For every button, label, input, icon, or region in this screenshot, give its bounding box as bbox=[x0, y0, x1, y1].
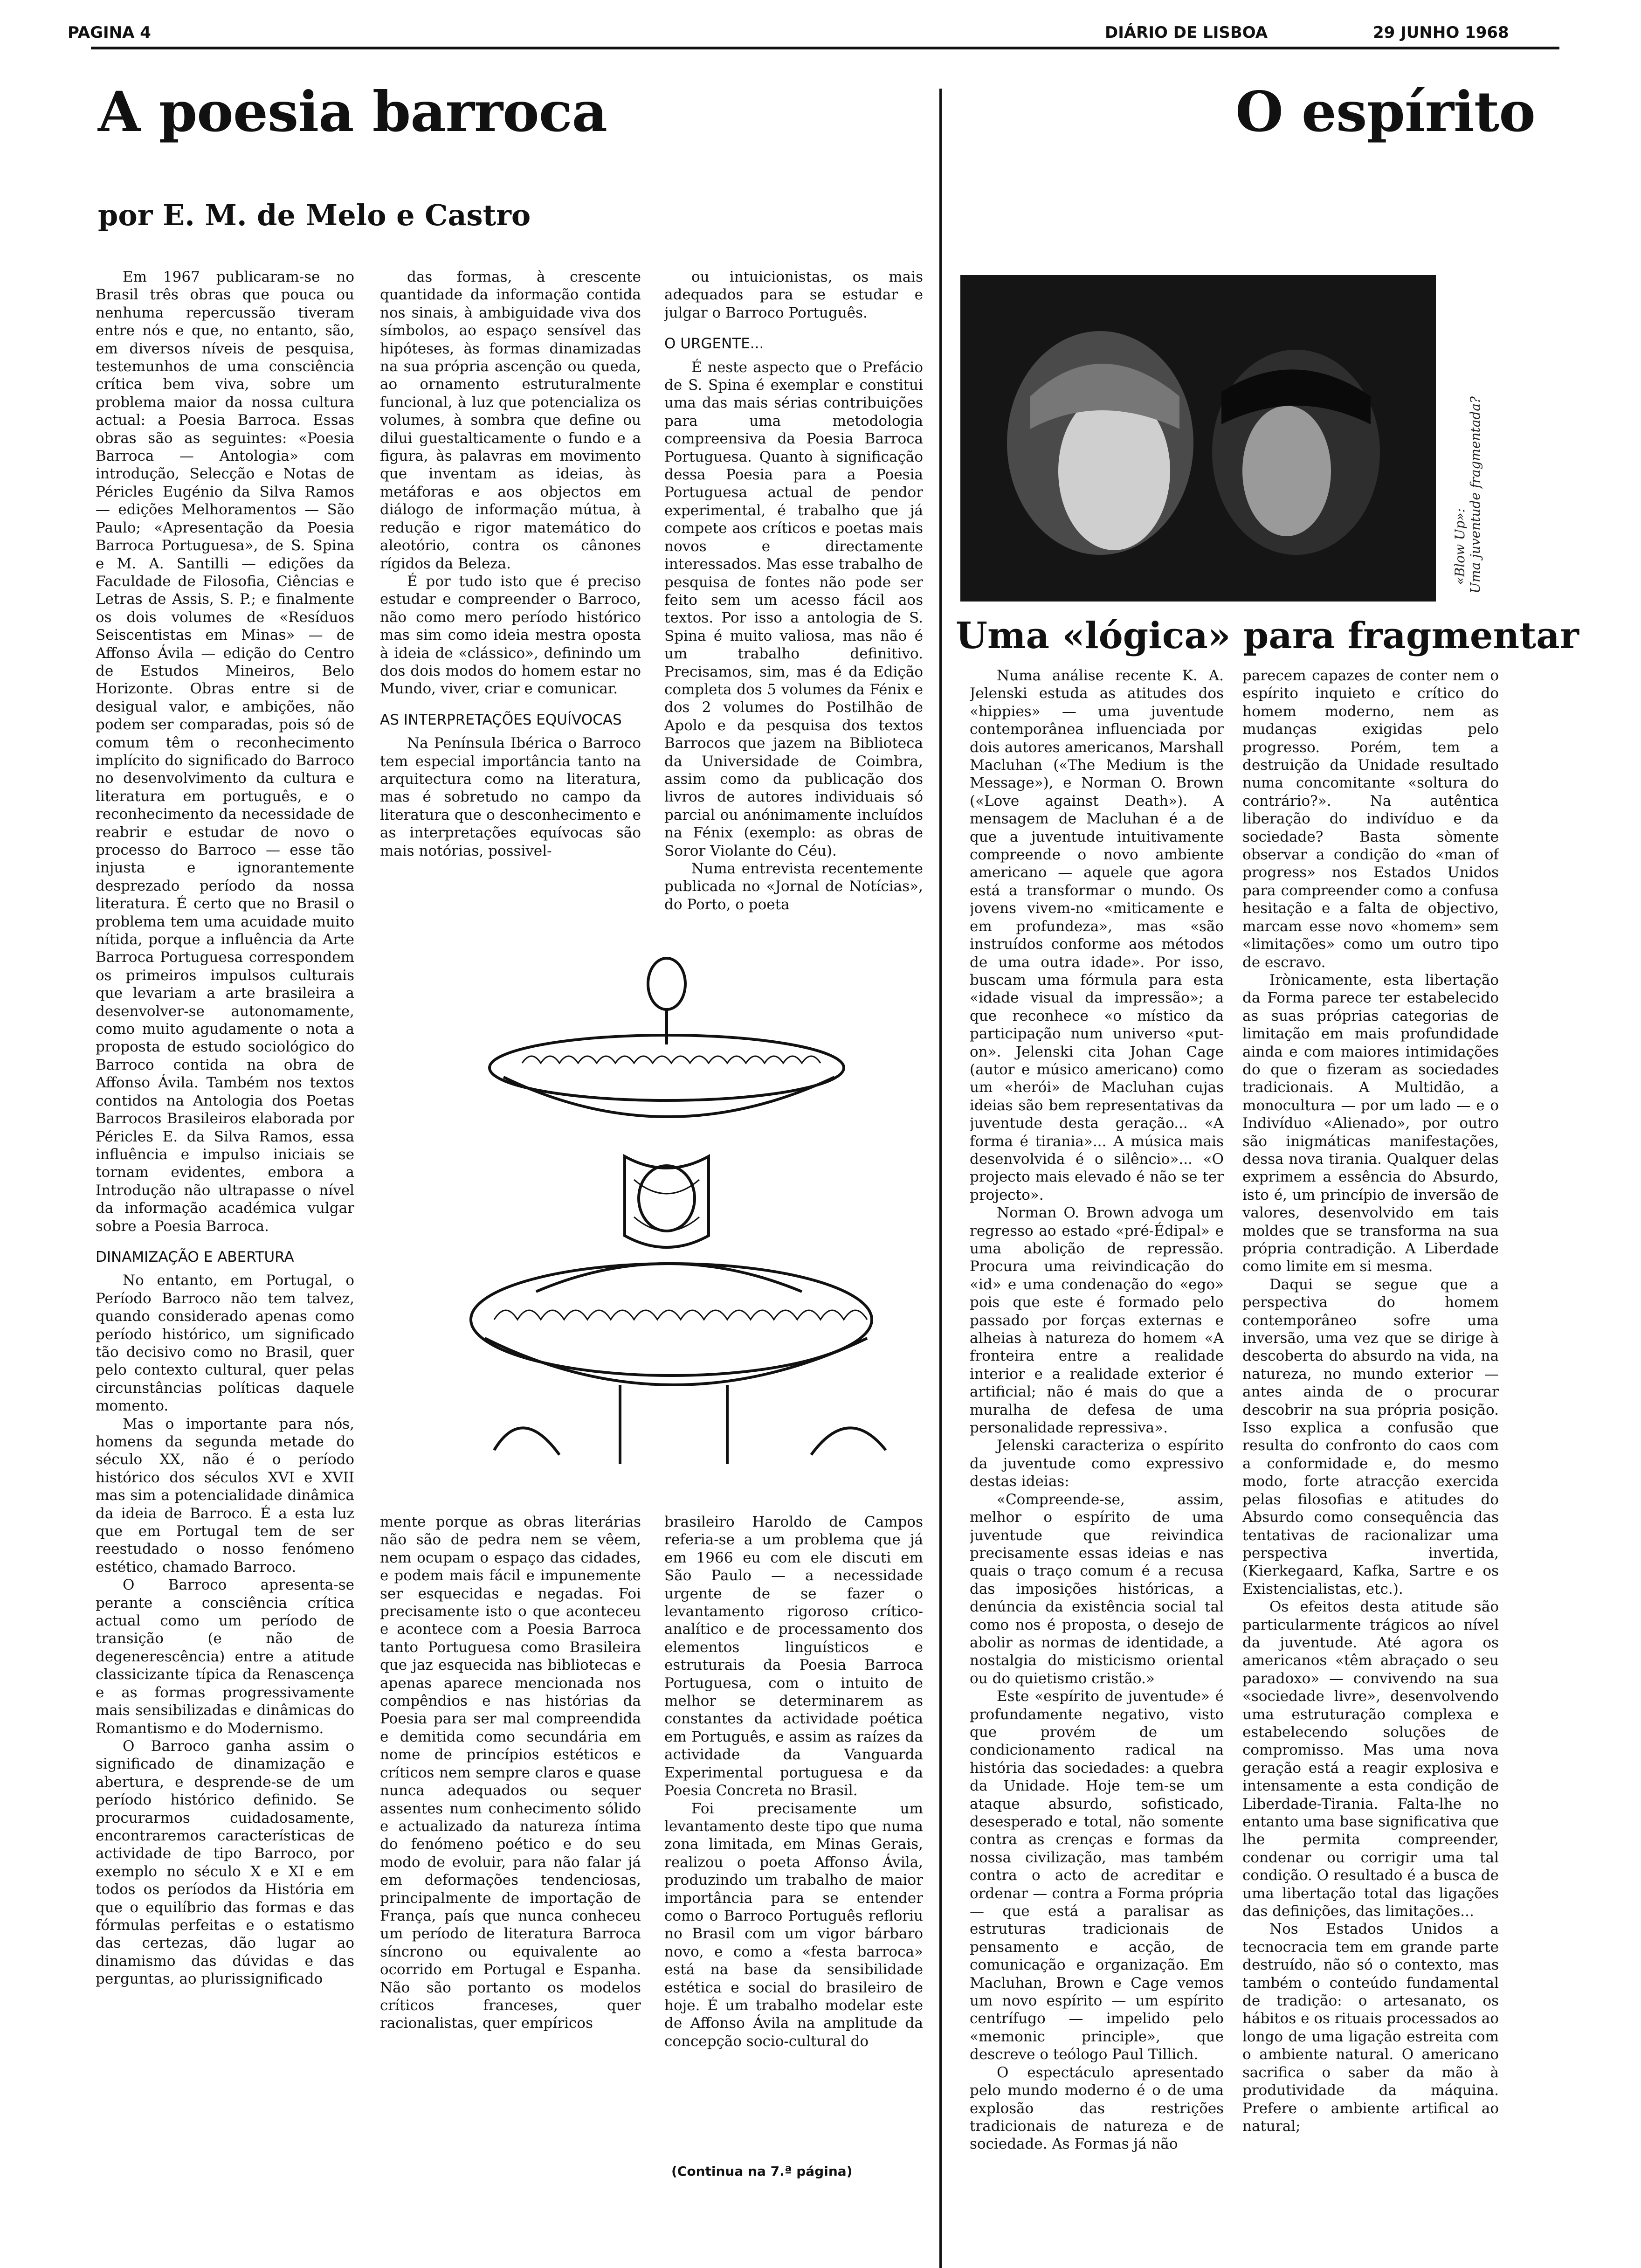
section-heading: AS INTERPRETAÇÕES EQUÍVOCAS bbox=[380, 711, 622, 728]
newspaper-name: DIÁRIO DE LISBOA bbox=[1105, 23, 1268, 42]
paragraph: Na Península Ibérica o Barroco tem especial importância tanto na arquitectura como na literatura, mas é sobretudo no campo da literatura que o desconhecimento e as interpretações equívocas são mais notórias, possivel- bbox=[380, 735, 641, 859]
paragraph: O espectáculo apresentado pelo mundo moderno é o de uma explosão das restrições tradicionais de natureza e de sociedade. As Formas já não bbox=[970, 2064, 1224, 2153]
article2-column-2 bbox=[1242, 667, 1499, 2206]
paragraph: Nos Estados Unidos a tecnocracia tem em grande parte destruído, não só o contexto, mas também o conteúdo fundamental de tradição: o artesanato, os hábitos e os rituais processados ao longo de uma ligação estreita com o ambiente natural. O americano sacrifica o saber da mão à produtividade da máquina. Prefere o ambiente artifical ao natural; bbox=[1242, 1921, 1499, 2135]
paragraph: mente porque as obras literárias não são de pedra nem se vêem, nem ocupam o espaço das cidades, e podem mais fácil e impunemente ser esquecidas e negadas. Foi precisamente isto o que aconteceu e acontece com a Poesia Barroca tanto Portuguesa como Brasileira que jaz esquecida nas bibliotecas e apenas aparece mencionada nos compêndios e nas histórias da Poesia para ser mal compreendida e demitida como secundária em nome de princípios estéticos e críticos nem sempre claros e quase nunca adequados ou sequer assentes num conhecimento sólido e actualizado da natureza íntima do fenómeno poético e do seu modo de evoluir, para não falar já em deformações tendenciosas, principalmente de importação de França, país que nunca conheceu um período de literatura Barroca síncrono ou equivalente ao ocorrido em Portugal e Espanha. Não são portanto os modelos críticos franceses, quer racionalistas, quer empíricos bbox=[380, 1514, 641, 2032]
paragraph: Este «espírito de juventude» é profundamente negativo, visto que provém de um condicionamento radical na história das sociedades: a quebra da Unidade. Hoje tem-se um ataque absurdo, sofisticado, desesperado e total, não somente contra as crenças e formas da nossa civilização, mas também contra o acto de acreditar e ordenar — contra a Forma própria — que está a paralisar as estruturas tradicionais de pensamento e acção, de comunicação e organização. Em Macluhan, Brown e Cage vemos um novo espírito — um espírito centrífugo — impelido pelo «memonic principle», que descreve o teólogo Paul Tillich. bbox=[970, 1688, 1224, 2063]
photo-caption-1: «Blow Up»: bbox=[1452, 508, 1468, 585]
paragraph: É por tudo isto que é preciso estudar e compreender o Barroco, não como mero período histórico mas sim como ideia mestra oposta à ideia de «clássico», definindo um dos dois modos do homem estar no Mundo, viver, criar e comunicar. bbox=[380, 573, 641, 698]
paragraph: Os efeitos desta atitude são particularmente trágicos ao nível da juventude. Até agora os americanos «têm abraçado o seu paradoxo» — convivendo na sua «sociedade livre», desenvolvendo uma estruturação complexa e estabelecendo soluções de compromisso. Mas uma nova geração está a reagir explosiva e intensamente a esta condição de Liberdade-Tirania. Falta-lhe no entanto uma base significativa que lhe permita compreender, condenar ou corrigir uma tal condição. O resultado é a busca de uma libertação total das ligações das definições, das limitações... bbox=[1242, 1598, 1499, 1920]
page-number: PAGINA 4 bbox=[68, 23, 151, 42]
paragraph: Norman O. Brown advoga um regresso ao estado «pré-Édipal» e uma abolição de repressão. Procura uma reivindicação do «id» e uma condenação do «ego» pois que este é formado pelo passado por forças externas e alheias à natureza do homem «A fronteira entre a realidade interior e a realidade exterior é artificial; não é mais do que a muralha de defesa de uma personalidade repressiva». bbox=[970, 1204, 1224, 1437]
paragraph: brasileiro Haroldo de Campos referia-se a um problema que já em 1966 eu com ele discuti em São Paulo — a necessidade urgente de se fazer o levantamento rigoroso crítico-analítico e de processamento dos elementos linguísticos e estruturais da Poesia Barroca Portuguesa, com o intuito de melhor se determinarem as constantes da actividade poética em Português, e assim as raízes da actividade da Vanguarda Experimental portuguesa e da Poesia Concreta no Brasil. bbox=[664, 1514, 923, 1799]
paragraph: ou intuicionistas, os mais adequados para se estudar e julgar o Barroco Português. bbox=[664, 269, 923, 321]
article-column-3-top bbox=[664, 268, 923, 972]
blow-up-photo bbox=[960, 275, 1436, 602]
paragraph: «Compreende-se, assim, melhor o espírito de uma juventude que reivindica precisamente essas ideias e nas quais o traço comum é a recusa das imposições históricas, a denúncia da existência social tal como nos é proposta, o desejo de abolir as normas de identidade, a nostalgia do misticismo oriental ou do quietismo cristão.» bbox=[970, 1491, 1224, 1687]
photo-caption-2: Uma juventude fragmentada? bbox=[1468, 396, 1483, 594]
paragraph: Numa entrevista recentemente publicada no «Jornal de Notícias», do Porto, o poeta bbox=[664, 860, 923, 913]
article-subtitle: Uma «lógica» para fragmentar bbox=[956, 615, 1579, 657]
paragraph: Em 1967 publicaram-se no Brasil três obras que pouca ou nenhuma repercussão tiveram entre nós e que, no entanto, são, em diversos níveis de pesquisa, testemunhos de uma consciência crítica bem viva, sobre um problema maior da nossa cultura actual: a Poesia Barroca. Essas obras são as seguintes: «Poesia Barroca — Antologia» com introdução, Selecção e Notas de Péricles Eugénio da Silva Ramos — edições Melhoramentos — São Paulo; «Apresentação da Poesia Barroca Portuguesa», de S. Spina e M. A. Santilli — edições da Faculdade de Filosofia, Ciências e Letras de Assis, S. P.; e finalmente os dois volumes de «Resíduos Seiscentistas em Minas» — de Affonso Ávila — edição do Centro de Estudos Mineiros, Belo Horizonte. Obras entre si de desigual valor, e ambições, não podem ser comparadas, pois só de comum têm o reconhecimento implícito do significado do Barroco no desenvolvimento da cultura e literatura em português, e o reconhecimento da necessidade de reabrir e estudar de novo o processo do Barroco — esse tão injusta e ignorantemente desprezado período da nossa literatura. É certo que no Brasil o problema tem uma acuidade muito nítida, porque a influência da Arte Barroca Portuguesa correspondem os primeiros impulsos culturais que levariam a arte brasileira a desenvolver-se autonomamente, como muito agudamente o nota a proposta de estudo sociológico do Barroco contida na obra de Affonso Ávila. Também nos textos contidos na Antologia dos Poetas Barrocos Brasileiros elaborada por Péricles E. da Silva Ramos, essa influência e impulso iniciais se tornam evidentes, embora a Introdução não ultrapasse o nível da informação académica vulgar sobre a Poesia Barroca. bbox=[96, 269, 354, 1235]
section-heading: DINAMIZAÇÃO E ABERTURA bbox=[96, 1248, 294, 1265]
article-column-2-top bbox=[380, 268, 641, 982]
paragraph: Mas o importante para nós, homens da segunda metade do século XX, não é o período histórico dos séculos XVI e XVII mas sim a potencialidade dinâmica da ideia de Barroco. É a esta luz que em Portugal tem de ser reestudado o nosso fenómeno estético, chamado Barroco. bbox=[96, 1415, 354, 1576]
article-column-1 bbox=[96, 268, 354, 2203]
paragraph: O Barroco ganha assim o significado de dinamização e abertura, e desprende-se de um período histórico definido. Se procurarmos cuidadosamente, encontraremos características de actividade de tipo Barroco, por exemplo no século X e XI e em todos os períodos da História em que o equilíbrio das formas e das fórmulas perfeitas e o estatismo das certezas, dão lugar ao dinamismo das dúvidas e das perguntas, ao plurissignificado bbox=[96, 1737, 354, 1988]
paragraph: Daqui se segue que a perspectiva do homem contemporâneo sofre uma inversão, uma vez que se dirige à descoberta do absurdo na vida, na natureza, no mundo exterior — antes ainda de o procurar descobrir na sua própria posição. Isso explica a confusão que resulta do confronto do caos com a conformidade e, do mesmo modo, forte atracção exercida pelas filosofias e atitudes do Absurdo como consequência das tentativas de racionalizar uma perspectiva invertida, (Kierkegaard, Kafka, Sartre e os Existencialistas, etc.). bbox=[1242, 1276, 1499, 1597]
paragraph: parecem capazes de conter nem o espírito inquieto e crítico do homem moderno, nem as mudanças exigidas pelo progresso. Porém, tem a destruição da Unidade resultado numa concomitante «soltura do contrário?». Na autêntica liberação do indivíduo e da sociedade? Basta sòmente observar a condição do «man of progress» nos Estados Unidos para compreender como a confusa hesitação e a falta de objectivo, marcam esse novo «homem» sem «limitações» como um outro tipo de escravo. bbox=[1242, 667, 1499, 971]
article2-column-1 bbox=[970, 667, 1224, 2206]
paragraph: das formas, à crescente quantidade da informação contida nos sinais, à ambiguidade viva dos símbolos, ao espaço sensível das hipóteses, às formas dinamizadas na sua própria ascenção ou queda, ao ornamento estruturalmente funcional, à luz que potencializa os volumes, à sombra que define ou dilui guestalticamente o fundo e a figura, às palavras em movimento que inventam as ideias, às metáforas e aos objectos em diálogo de informação mútua, à redução e rigor matemático do aleotório, contra os cânones rígidos da Beleza. bbox=[380, 269, 641, 572]
column-divider bbox=[939, 89, 942, 2268]
paragraph: É neste aspecto que o Prefácio de S. Spina é exemplar e constitui uma das mais sérias contribuições para uma metodologia compreensiva da Poesia Barroca Portuguesa. Quanto à significação dessa Poesia para a Poesia Portuguesa actual de pendor experimental, é trabalho que já compete aos críticos e poetas mais novos e directamente interessados. Mas esse trabalho de pesquisa de fontes não pode ser feito sem um acesso fácil aos textos. Por isso a antologia de S. Spina é muito valiosa, mas não é um trabalho definitivo. Precisamos, sim, mas é da Edição completa dos 5 volumes da Fénix e dos 2 volumes do Postilhão de Apolo e da pesquisa dos textos Barrocos que jazem na Biblioteca da Universidade de Coimbra, assim como da publicação dos livros de autores individuais só parcial ou anónimamente incluídos na Fénix (exemplo: as obras de Soror Violante do Céu). bbox=[664, 359, 923, 859]
paragraph: Irònicamente, esta libertação da Forma parece ter estabelecido as suas próprias categorias de limitação em mais profundidade ainda e com maiores intimidações do que o fizeram as sociedades tradicionais. A Multidão, a monocultura — por um lado — e o Indivíduo «Alienado», por outro são inigmáticas manifestações, dessa nova tirania. Qualquer delas exprimem a essência do Absurdo, isto é, um princípio de inversão de valores, desenvolvido em tais moldes que se transforma na sua própria contradição. A Liberdade como limite em si mesma. bbox=[1242, 971, 1499, 1275]
article-title-2: O espírito bbox=[1235, 79, 1535, 144]
paragraph: O Barroco apresenta-se perante a consciência crítica actual como um período de transição (e não de degenerescência) entre a atitude classicizante típica da Renascença e as formas progressivamente mais sensibilizadas e dinâmicas do Romantismo e do Modernismo. bbox=[96, 1577, 354, 1737]
article-column-2-bottom bbox=[380, 1513, 641, 2203]
paragraph: Foi precisamente um levantamento deste tipo que numa zona limitada, em Minas Gerais, realizou o poeta Affonso Ávila, produzindo um trabalho de maior importância para se entender como o Barroco Português refloriu no Brasil com um vigor bárbaro novo, e como a «festa barroca» está na base da sensibilidade estética e social do brasileiro de hoje. É um trabalho modelar este de Affonso Ávila na amplitude da concepção socio-cultural do bbox=[664, 1800, 923, 2050]
article-column-3-bottom bbox=[664, 1513, 923, 2147]
paragraph: Jelenski caracteriza o espírito da juventude como expressivo destas ideias: bbox=[970, 1437, 1224, 1490]
fountain-illustration bbox=[466, 937, 923, 1487]
issue-date: 29 JUNHO 1968 bbox=[1373, 23, 1509, 42]
section-heading: O URGENTE... bbox=[664, 335, 764, 353]
paragraph: No entanto, em Portugal, o Período Barroco não tem talvez, quando considerado apenas como período histórico, um significado tão decisivo como no Brasil, quer pelo contexto cultural, quer pelas circunstâncias políticas daquele momento. bbox=[96, 1272, 354, 1415]
article-title: A poesia barroca bbox=[98, 79, 607, 144]
header-rule bbox=[91, 47, 1559, 49]
paragraph: Numa análise recente K. A. Jelenski estuda as atitudes dos «hippies» — uma juventude contemporânea influenciada por dois autores americanos, Marshall Macluhan («The Medium is the Message»), e Norman O. Brown («Love against Death»). A mensagem de Macluhan é a de que a juventude intuitivamente compreende o novo ambiente americano — aquele que agora está a transformar o mundo. Os jovens vivem-no «miticamente e em profundeza», mas «são instruídos conforme aos métodos de uma outra idade». Por isso, buscam uma fórmula para esta «idade visual da impressão»; a que reconhece «o místico da participação num universo «put-on». Jelenski cita Johan Cage (autor e músico americano) como um «herói» de Macluhan cujas ideias são bem representativas da juventude desta geração... «A forma é tirania»... A música mais desenvolvida é o silêncio»... «O projecto mais elevado é não se ter projecto». bbox=[970, 667, 1224, 1203]
article-byline: por E. M. de Melo e Castro bbox=[98, 198, 531, 232]
continued-note: (Continua na 7.ª página) bbox=[671, 2164, 853, 2179]
